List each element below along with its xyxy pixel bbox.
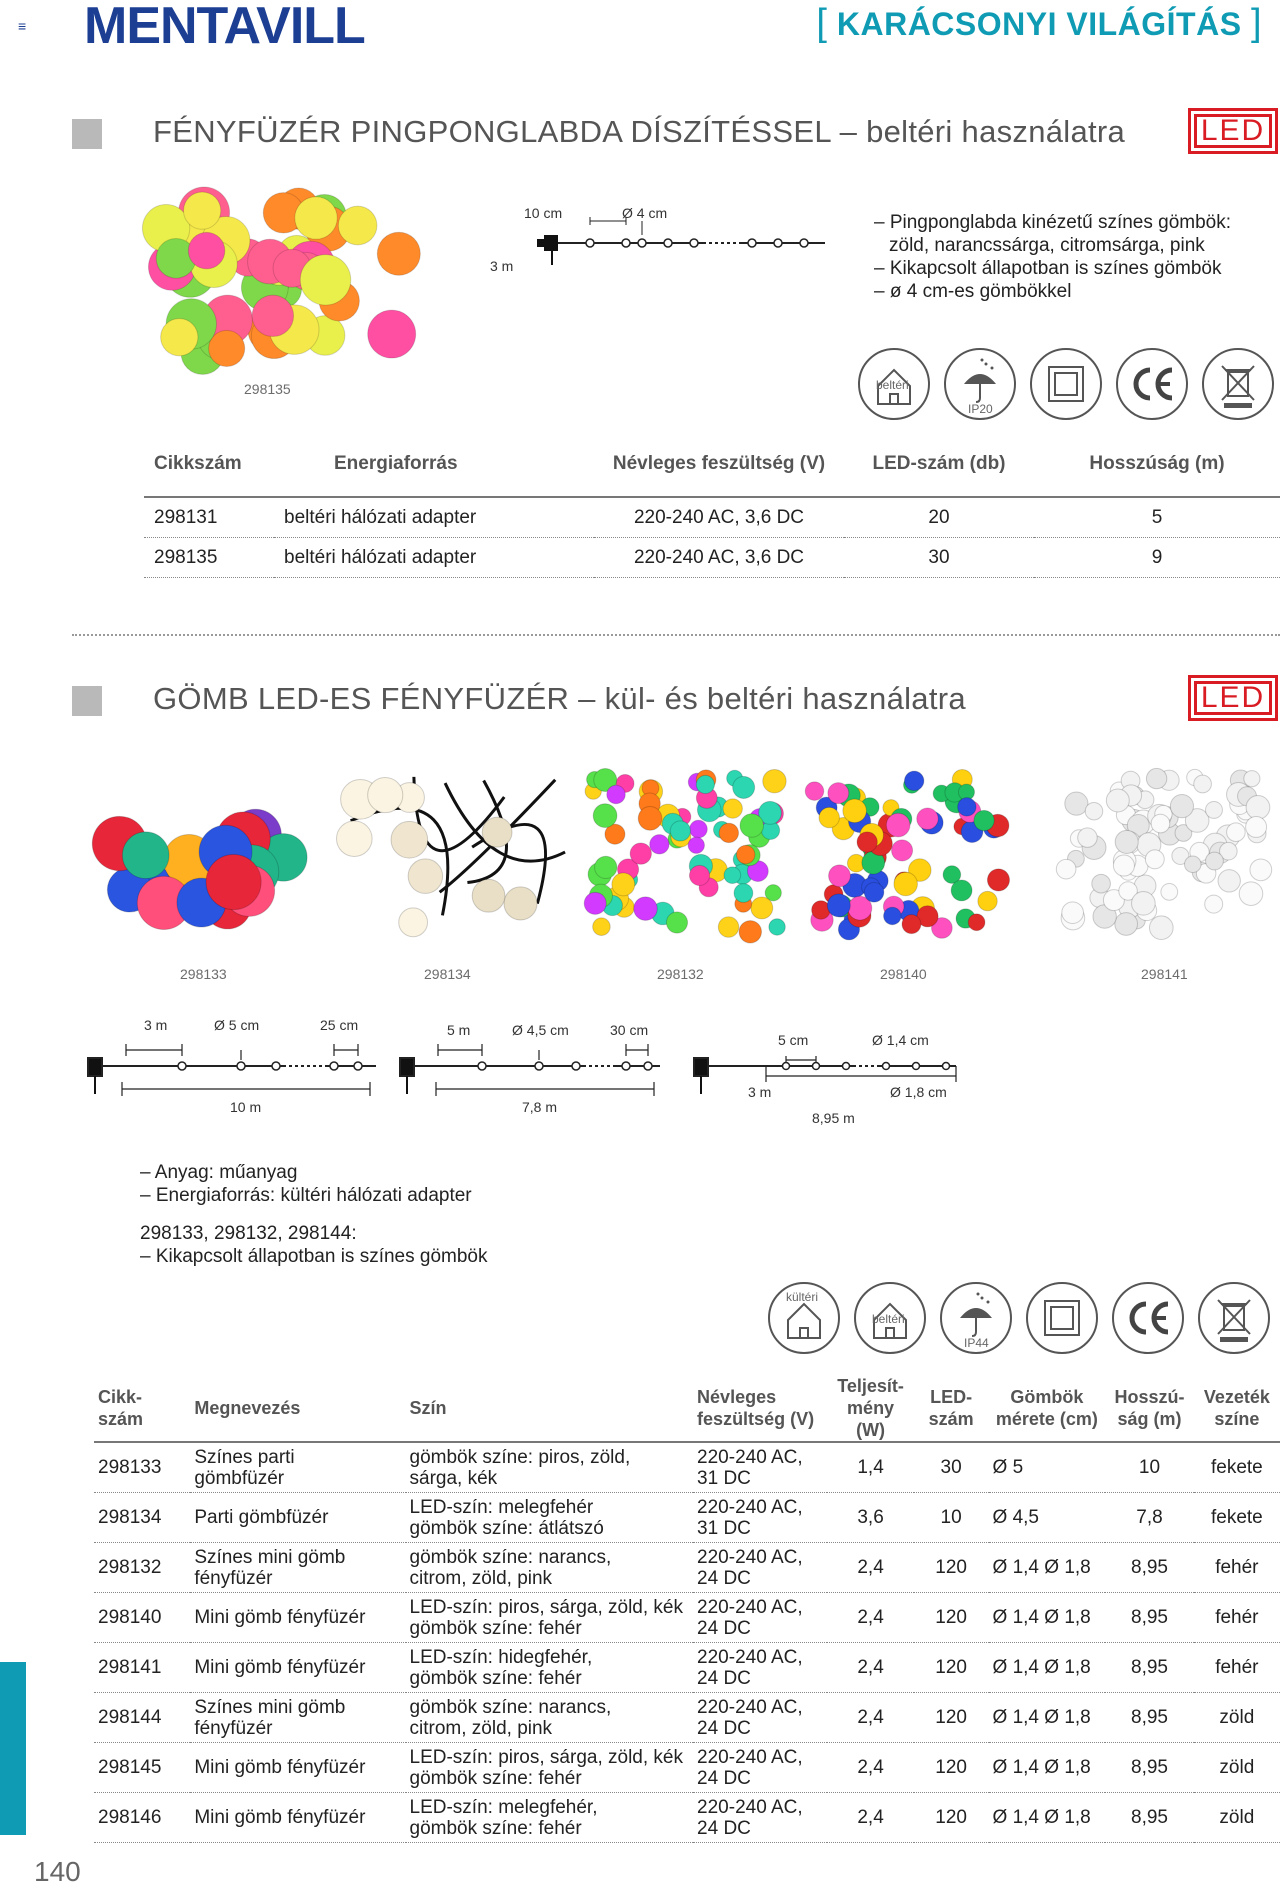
table-cell: gömbök színe: narancs, citrom, zöld, pink	[406, 1543, 694, 1593]
string-diagram	[530, 205, 830, 275]
icon-caption: IP20	[968, 402, 993, 416]
ce-mark-icon	[1116, 348, 1188, 420]
table-cell: 120	[914, 1743, 989, 1793]
class-ii-icon	[1026, 1282, 1098, 1354]
table-cell: Ø 1,4 Ø 1,8	[989, 1593, 1106, 1643]
class-ii-icon	[1030, 348, 1102, 420]
table-cell: gömbök színe: piros, zöld, sárga, kék	[406, 1442, 694, 1493]
table-cell: Mini gömb fényfüzér	[190, 1793, 405, 1843]
image-code: 298132	[657, 966, 704, 982]
ip-umbrella-icon	[940, 1282, 1012, 1354]
table-header-row	[94, 1375, 1280, 1442]
table-cell: Mini gömb fényfüzér	[190, 1743, 405, 1793]
table-cell: 298140	[94, 1593, 190, 1643]
table-row	[94, 1743, 1280, 1793]
menu-icon[interactable]: ≡	[18, 18, 27, 34]
table-row	[94, 1593, 1280, 1643]
diagram-spacing: 10 cm	[524, 205, 563, 221]
icon-caption: IP44	[964, 1336, 989, 1350]
weee-bin-icon	[1202, 348, 1274, 420]
table-cell: 298134	[94, 1493, 190, 1543]
table-cell: 120	[914, 1643, 989, 1693]
table-cell: 2,4	[827, 1743, 913, 1793]
product-images-row	[80, 765, 1280, 955]
diagram-label: 10 m	[230, 1099, 262, 1115]
image-code: 298134	[424, 966, 471, 982]
table-cell: 10	[1105, 1442, 1193, 1493]
table-cell: 298145	[94, 1743, 190, 1793]
table-cell: 120	[914, 1543, 989, 1593]
table-cell: LED-szín: piros, sárga, zöld, kék gömbök színe: fehér	[406, 1743, 694, 1793]
table-cell: 8,95	[1105, 1593, 1193, 1643]
led-badge: LED	[1188, 108, 1278, 154]
table-cell: 7,8	[1105, 1493, 1193, 1543]
table-cell: 1,4	[827, 1442, 913, 1493]
image-code: 298141	[1141, 966, 1188, 982]
column-header: Megnevezés	[190, 1375, 405, 1442]
table-row	[94, 1643, 1280, 1693]
table-cell: 298132	[94, 1543, 190, 1593]
led-badge: LED	[1188, 675, 1278, 721]
section-divider	[72, 634, 1280, 636]
table-row: 298135 beltéri hálózati adapter 220-240 AC, 3,6 DC 30 9	[144, 538, 1280, 578]
icon-caption: beltéri	[876, 378, 909, 392]
table-cell: zöld	[1194, 1743, 1280, 1793]
diagram-label: 3 m	[144, 1017, 168, 1033]
table-cell: LED-szín: piros, sárga, zöld, kék gömbök színe: fehér	[406, 1593, 694, 1643]
diagram-label: 5 cm	[778, 1032, 809, 1048]
diagram-label: 25 cm	[320, 1017, 359, 1033]
column-header: Szín	[406, 1375, 694, 1442]
table-cell: 8,95	[1105, 1743, 1193, 1793]
feature-list: – Pingponglabda kinézetű színes gömbök: zöld, narancssárga, citromsárga, pink – Kikapcsolt állapotban is színes gömbök – ø 4 cm-es gömbökkel	[874, 212, 1232, 302]
table-cell: 298144	[94, 1693, 190, 1743]
table-row	[94, 1693, 1280, 1743]
brand-logo: MENTAVILL	[84, 0, 365, 55]
table-cell: fehér	[1194, 1643, 1280, 1693]
feature-list: – Anyag: műanyag – Energiaforrás: kültéri hálózati adapter	[140, 1162, 472, 1206]
table-cell: fekete	[1194, 1442, 1280, 1493]
table-row	[94, 1543, 1280, 1593]
section2-title: GÖMB LED-ES FÉNYFÜZÉR – kül- és beltéri használatra	[153, 681, 966, 716]
table-cell: 220-240 AC, 24 DC	[693, 1543, 827, 1593]
table-cell: 220-240 AC, 24 DC	[693, 1593, 827, 1643]
table-cell: fehér	[1194, 1543, 1280, 1593]
table-cell: Ø 1,4 Ø 1,8	[989, 1643, 1106, 1693]
note: 298133, 298132, 298144: – Kikapcsolt állapotban is színes gömbök	[140, 1223, 488, 1267]
column-header: Hosszú- ság (m)	[1105, 1375, 1193, 1442]
table-cell: 220-240 AC, 31 DC	[693, 1442, 827, 1493]
diagram-label: Ø 4,5 cm	[512, 1022, 569, 1038]
column-header: Vezeték színe	[1194, 1375, 1280, 1442]
diagram-diameter: Ø 4 cm	[622, 205, 668, 221]
certification-icons	[768, 1282, 1278, 1362]
image-code: 298135	[244, 381, 291, 397]
section-marker	[72, 119, 102, 149]
table-cell: Ø 5	[989, 1442, 1106, 1493]
table-cell: Ø 1,4 Ø 1,8	[989, 1543, 1106, 1593]
diagram-label: 30 cm	[610, 1022, 649, 1038]
table-cell: LED-szín: melegfehér, gömbök színe: fehér	[406, 1793, 694, 1843]
table-cell: 120	[914, 1593, 989, 1643]
side-accent-bar	[0, 1662, 26, 1835]
table-row	[94, 1493, 1280, 1543]
table-cell: 2,4	[827, 1693, 913, 1743]
table-cell: 220-240 AC, 24 DC	[693, 1743, 827, 1793]
category-label: KARÁCSONYI VILÁGÍTÁS	[836, 6, 1242, 42]
weee-bin-icon	[1198, 1282, 1270, 1354]
ce-mark-icon	[1112, 1282, 1184, 1354]
diagram-label: Ø 1,4 cm	[872, 1032, 929, 1048]
image-code: 298140	[880, 966, 927, 982]
table-cell: 10	[914, 1493, 989, 1543]
spec-table-2	[94, 1375, 1280, 1843]
table-cell: 220-240 AC, 24 DC	[693, 1643, 827, 1693]
table-cell: 3,6	[827, 1493, 913, 1543]
table-cell: Színes mini gömb fényfüzér	[190, 1693, 405, 1743]
table-cell: zöld	[1194, 1693, 1280, 1743]
table-cell: 2,4	[827, 1643, 913, 1693]
table-cell: 220-240 AC, 31 DC	[693, 1493, 827, 1543]
table-cell: 120	[914, 1693, 989, 1743]
page-number: 140	[34, 1856, 81, 1887]
section1-title: FÉNYFÜZÉR PINGPONGLABDA DÍSZÍTÉSSEL – beltéri használatra	[153, 114, 1126, 149]
diagram-label: 7,8 m	[522, 1099, 558, 1115]
icon-caption: beltéri	[872, 1312, 905, 1326]
table-header-row: Cikkszám Energiaforrás Névleges feszültség (V) LED-szám (db) Hosszúság (m)	[144, 432, 1280, 497]
table-cell: 2,4	[827, 1543, 913, 1593]
table-cell: Mini gömb fényfüzér	[190, 1593, 405, 1643]
table-cell: Ø 1,4 Ø 1,8	[989, 1693, 1106, 1743]
table-cell: 298141	[94, 1643, 190, 1693]
table-cell: Színes mini gömb fényfüzér	[190, 1543, 405, 1593]
diagram-label: 8,95 m	[812, 1110, 855, 1126]
table-row	[94, 1793, 1280, 1843]
table-cell: 220-240 AC, 24 DC	[693, 1793, 827, 1843]
table-row: 298131 beltéri hálózati adapter 220-240 AC, 3,6 DC 20 5	[144, 497, 1280, 538]
column-header: Gömbök mérete (cm)	[989, 1375, 1106, 1442]
table-cell: 120	[914, 1793, 989, 1843]
table-cell: 30	[914, 1442, 989, 1493]
spec-table-1	[144, 432, 1280, 578]
table-cell: 8,95	[1105, 1693, 1193, 1743]
icon-caption: kültéri	[786, 1290, 819, 1304]
table-cell: 8,95	[1105, 1643, 1193, 1693]
table-cell: gömbök színe: narancs, citrom, zöld, pink	[406, 1693, 694, 1743]
table-cell: Ø 1,4 Ø 1,8	[989, 1793, 1106, 1843]
certification-icons	[858, 348, 1278, 428]
table-cell: 2,4	[827, 1793, 913, 1843]
table-cell: fekete	[1194, 1493, 1280, 1543]
table-cell: 298133	[94, 1442, 190, 1493]
table-cell: 8,95	[1105, 1543, 1193, 1593]
indoor-house-icon	[854, 1282, 926, 1354]
diagram-lead: 3 m	[490, 258, 514, 274]
table-cell: Mini gömb fényfüzér	[190, 1643, 405, 1693]
column-header: LED- szám	[914, 1375, 989, 1442]
table-cell: 8,95	[1105, 1793, 1193, 1843]
category-title: [ KARÁCSONYI VILÁGÍTÁS ]	[816, 2, 1262, 44]
table-cell: Színes parti gömbfüzér	[190, 1442, 405, 1493]
table-cell: Ø 1,4 Ø 1,8	[989, 1743, 1106, 1793]
indoor-house-icon	[858, 348, 930, 420]
table-cell: zöld	[1194, 1793, 1280, 1843]
column-header: Névleges feszültség (V)	[693, 1375, 827, 1442]
table-cell: Ø 4,5	[989, 1493, 1106, 1543]
table-cell: 2,4	[827, 1593, 913, 1643]
table-row	[94, 1442, 1280, 1493]
image-code: 298133	[180, 966, 227, 982]
table-cell: LED-szín: hidegfehér, gömbök színe: fehér	[406, 1643, 694, 1693]
table-cell: 298146	[94, 1793, 190, 1843]
table-cell: 220-240 AC, 24 DC	[693, 1693, 827, 1743]
table-cell: Parti gömbfüzér	[190, 1493, 405, 1543]
table-cell: LED-szín: melegfehér gömbök színe: átlátszó	[406, 1493, 694, 1543]
section-marker	[72, 686, 102, 716]
outdoor-house-icon	[768, 1282, 840, 1354]
column-header: Cikk- szám	[94, 1375, 190, 1442]
table-cell: fehér	[1194, 1593, 1280, 1643]
product-image-298135	[140, 185, 430, 375]
diagram-label: Ø 5 cm	[214, 1017, 260, 1033]
column-header: Teljesít- mény (W)	[827, 1375, 913, 1442]
diagram-label: 3 m	[748, 1084, 772, 1100]
diagram-label: Ø 1,8 cm	[890, 1084, 947, 1100]
ip-umbrella-icon	[944, 348, 1016, 420]
diagram-label: 5 m	[447, 1022, 471, 1038]
